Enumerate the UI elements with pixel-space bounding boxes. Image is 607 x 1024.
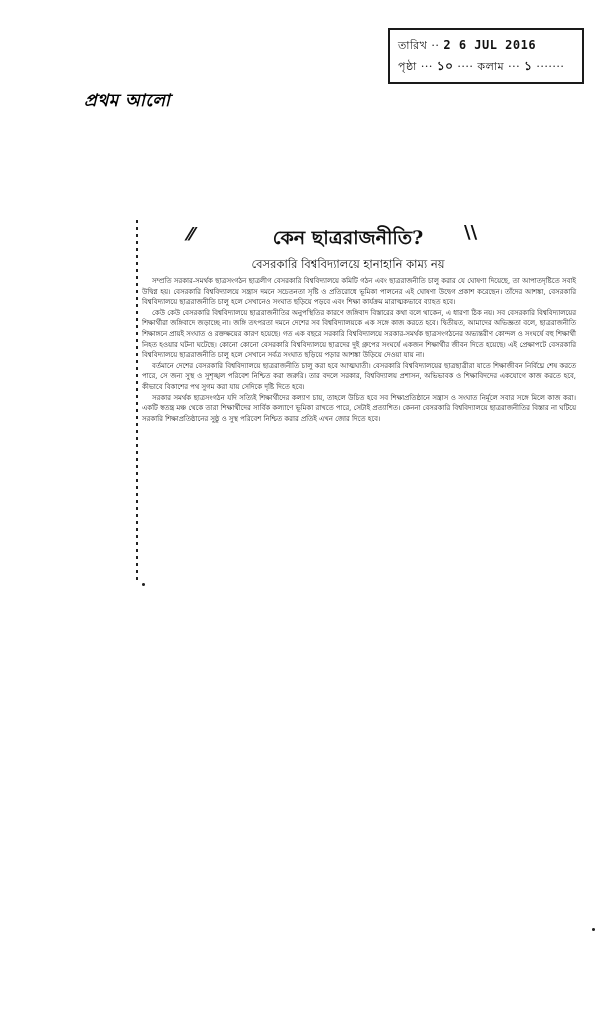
article-paragraph: বর্তমানে দেশের বেসরকারি বিশ্ববিদ্যালয়ে ছাত্ররাজনীতি চালু করা হবে আত্মঘাতী। বেসরকারি বিশ্ববিদ্যালয়ের ছাত্রছাত্রীরা যাতে শিক্ষাজীবন নির্বিঘ্নে শেষ করতে পারে, সে জন্য সুস্থ ও সুশৃঙ্খল পরিবেশ নিশ্চিত করা জরুরি। তার বদলে সরকার, বিশ্ববিদ্যালয় প্রশাসন, অভিভাবক ও শিক্ষাবিদদের একযোগে কাজ করতে হবে, কীভাবে বিকাশের পথ সুগম করা যায় সেদিকে দৃষ্টি দিতে হবে। [142,361,576,391]
newspaper-masthead: প্রথম আলো [84,91,171,111]
scan-speck [142,583,145,586]
article-paragraph: সরকার সমর্থক ছাত্রসংগঠন যদি সত্যিই শিক্ষার্থীদের কল্যাণ চায়, তাহলে উচিত হবে সব শিক্ষাপ্রতিষ্ঠানে সন্ত্রাস ও সংঘাত নির্মূলে সবার সঙ্গে মিলে কাজ করা। একটি স্বতন্ত্র মঞ্চ থেকে তারা শিক্ষার্থীদের সার্বিক কল্যাণে ভূমিকা রাখতে পারে, সেটাই প্রত্যাশিত। কেননা বেসরকারি বিশ্ববিদ্যালয়ে ছাত্ররাজনীতির বিস্তার না ঘটিয়ে সরকারি শিক্ষাপ্রতিষ্ঠানের সুষ্ঠু ও সুস্থ পরিবেশ নিশ্চিত করার প্রতিই এখন জোর দিতে হবে। [142,393,576,423]
stamp-date-value: 2 6 JUL 2016 [443,38,537,52]
article-body [142,276,576,424]
stamp-column-label: কলাম [477,60,505,73]
article-paragraph: সম্প্রতি সরকার-সমর্থক ছাত্রসংগঠন ছাত্রলীগ বেসরকারি বিশ্ববিদ্যালয়ে কমিটি গঠন এবং ছাত্ররাজনীতি চালু করার যে ঘোষণা দিয়েছে, তা আপাতদৃষ্টিতে সবাই উদ্বিগ্ন হয়। বেসরকারি বিশ্ববিদ্যালয়ে সন্ত্রাস দমনে সচেতনতা সৃষ্টি ও প্রতিরোধে ভূমিকা পালনের এই ঘোষণা উদ্বেগ প্রকাশ করেছেন। তাঁদের আশঙ্কা, বেসরকারি বিশ্ববিদ্যালয়ে ছাত্ররাজনীতি চালু হলে সেখানেও সংঘাত ছড়িয়ে পড়বে এবং শিক্ষা কার্যক্রম মারাত্মকভাবে ব্যাহত হবে। [142,277,576,307]
stamp-date-label: তারিখ [398,39,428,52]
article-subheadline: বেসরকারি বিশ্ববিদ্যালয়ে হানাহানি কাম্য নয় [251,257,445,271]
article-paragraph: কেউ কেউ বেসরকারি বিশ্ববিদ্যালয়ে ছাত্ররাজনীতির অনুপস্থিতির কারণে জঙ্গিবাদ বিস্তারের কথা বলে থাকেন, এ ধারণা ঠিক নয়। সব বেসরকারি বিশ্ববিদ্যালয়ের শিক্ষার্থীরা জঙ্গিবাদে জড়াচ্ছে না। জঙ্গি তৎপরতা দমনে দেশের সব বিশ্ববিদ্যালয়কে এক সঙ্গে কাজ করতে হবে। দ্বিতীয়ত, আমাদের অভিজ্ঞতা বলে, ছাত্ররাজনীতি শিক্ষাঙ্গনে প্রায়ই সংঘাত ও রক্তক্ষয়ের কারণ হয়েছে। গত এক বছরে সরকারি বিশ্ববিদ্যালয়ে সরকার-সমর্থক ছাত্রসংগঠনের অভ্যন্তরীণ কোন্দল ও সংঘর্ষে বহু শিক্ষার্থী নিহত হওয়ার ঘটনা ঘটেছে। কোনো কোনো বেসরকারি বিশ্ববিদ্যালয়ে ছাত্রদের দুই গ্রুপের সংঘর্ষে একজন শিক্ষার্থীর জীবন দিতে হয়েছে। এই প্রেক্ষাপটে বেসরকারি বিশ্ববিদ্যালয়ে ছাত্ররাজনীতি চালু হলে সেখানে সর্বত্র সংঘাত ছড়িয়ে পড়ার আশঙ্কা উড়িয়ে দেওয়া যায় না। [142,308,576,360]
stamp-page-row: পৃষ্ঠা ··· ১০ ···· কলাম ··· ১ ······· [398,59,565,73]
clipping-cut-edge [136,220,138,580]
article-clipping [128,210,580,596]
scan-speck [592,928,595,931]
stamp-column-value: ১ [524,59,533,73]
stamp-date-row: তারিখ ·· 2 6 JUL 2016 [398,38,537,52]
headline-slash-mark: ⁄⁄ [188,224,195,245]
headline-slash-mark-right: \\ [464,222,478,243]
stamp-page-value: ১০ [436,59,454,73]
article-headline: কেন ছাত্ররাজনীতি? [272,227,424,249]
stamp-page-label: পৃষ্ঠা [398,60,417,73]
archive-stamp [388,28,584,84]
